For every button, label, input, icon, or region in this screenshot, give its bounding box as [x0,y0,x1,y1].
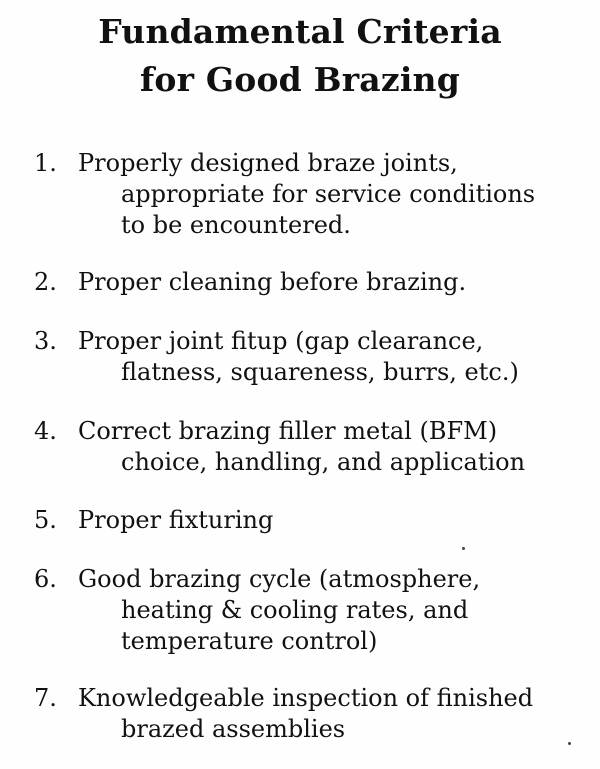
item-number: 3. [34,327,57,355]
item-text [78,416,594,478]
item-text [78,148,594,241]
scan-speck [568,742,571,745]
list-item-4 [34,416,594,478]
item-line: Correct brazing filler metal (BFM) [78,417,498,445]
item-line: Knowledgeable inspection of finished [78,684,534,712]
item-line: Proper fixturing [78,506,274,534]
item-text [78,564,594,657]
item-line: flatness, squareness, burrs, etc.) [121,358,519,386]
item-number: 5. [34,506,57,534]
item-line: Proper cleaning before brazing. [78,268,467,296]
item-line: Proper joint fitup (gap clearance, [78,327,484,355]
item-number: 2. [34,268,57,296]
item-line: Good brazing cycle (atmosphere, [78,565,481,593]
item-number: 7. [34,684,57,712]
list-item-7 [34,683,594,745]
title-line-1: Fundamental Criteria [98,12,502,51]
item-line: appropriate for service conditions [121,180,536,208]
item-line: to be encountered. [121,211,351,239]
item-number: 1. [34,149,57,177]
list-item-6 [34,564,594,657]
item-line: temperature control) [121,627,378,655]
list-item-1 [34,148,594,241]
list-item-5 [34,505,594,536]
list-item-3 [34,326,594,388]
item-number: 6. [34,565,57,593]
item-line: brazed assemblies [121,715,346,743]
scan-speck [462,547,465,550]
title-line-2: for Good Brazing [139,60,461,99]
item-text [78,267,594,298]
page-title [0,8,600,104]
item-line: Properly designed braze joints, [78,149,458,177]
item-text [78,683,594,745]
item-text [78,505,594,536]
list-item-2 [34,267,594,298]
item-number: 4. [34,417,57,445]
item-line: choice, handling, and application [121,448,526,476]
item-line: heating & cooling rates, and [121,596,469,624]
item-text [78,326,594,388]
